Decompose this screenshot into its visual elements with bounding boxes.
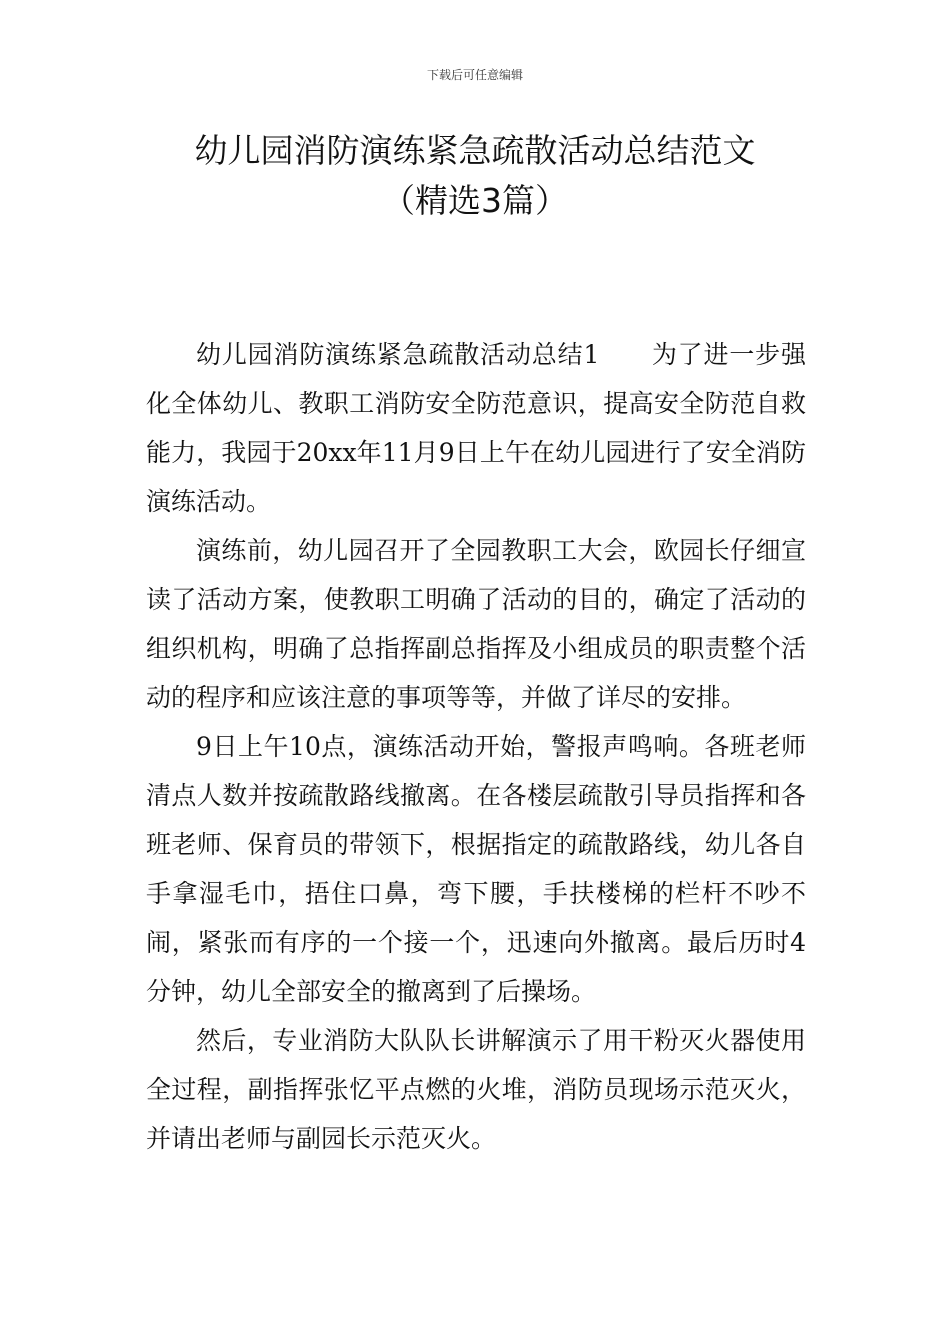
title-line-1: 幼儿园消防演练紧急疏散活动总结范文 xyxy=(194,131,756,170)
document-body xyxy=(146,330,806,1163)
paragraph: 幼儿园消防演练紧急疏散活动总结1 为了进一步强化全体幼儿、教职工消防安全防范意识，提高安全防范自救能力，我园于20xx年11月9日上午在幼儿园进行了安全消防演练活动。 xyxy=(146,340,806,516)
header-note: 下载后可任意编辑 xyxy=(426,68,523,82)
paragraph: 然后，专业消防大队队长讲解演示了用干粉灭火器使用全过程，副指挥张忆平点燃的火堆，消防员现场示范灭火，并请出老师与副园长示范灭火。 xyxy=(146,1026,806,1153)
document-title xyxy=(0,126,950,226)
title-line-2: （精选3篇） xyxy=(382,181,568,220)
paragraph: 9日上午10点，演练活动开始，警报声鸣响。各班老师清点人数并按疏散路线撤离。在各楼层疏散引导员指挥和各班老师、保育员的带领下，根据指定的疏散路线，幼儿各自手拿湿毛巾，捂住口鼻，弯下腰，手扶楼梯的栏杆不吵不闹，紧张而有序的一个接一个，迅速向外撤离。最后历时4分钟，幼儿全部安全的撤离到了后操场。 xyxy=(146,732,806,1006)
paragraph: 演练前，幼儿园召开了全园教职工大会，欧园长仔细宣读了活动方案，使教职工明确了活动的目的，确定了活动的组织机构，明确了总指挥副总指挥及小组成员的职责整个活动的程序和应该注意的事项等等，并做了详尽的安排。 xyxy=(146,536,806,712)
